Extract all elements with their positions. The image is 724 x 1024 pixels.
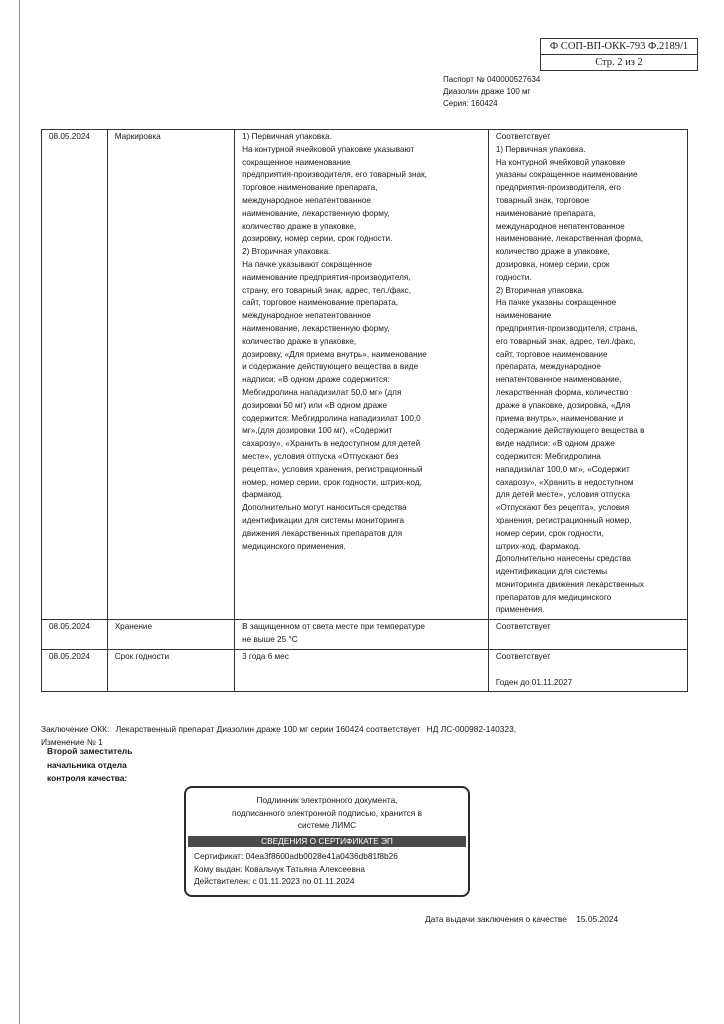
- certificate-validity: Действителен: с 01.11.2023 по 01.11.2024: [194, 876, 355, 886]
- signer-title: [47, 745, 132, 786]
- requirement-line: и содержание действующего вещества в виде: [242, 362, 419, 372]
- result-line: номер серии, срок годности,: [495, 528, 604, 538]
- result-line: хранения, регистрационный номер,: [495, 515, 632, 525]
- result-line: дозировка, номер серии, срок: [495, 259, 610, 269]
- row-date: 08.05.2024: [42, 620, 108, 650]
- result-line: [496, 664, 681, 677]
- result-line: предприятия-производителя, его: [495, 183, 621, 193]
- certificate-holder: Кому выдан: Ковальчук Татьяна Алексеевна: [194, 863, 366, 874]
- result-line: содержание действующего вещества в: [495, 426, 645, 436]
- row-requirement: [235, 130, 489, 620]
- result-line: годности.: [495, 272, 532, 282]
- requirement-line: медицинского применения.: [242, 541, 346, 551]
- row-requirement: [235, 649, 489, 692]
- result-line: драже в упаковке, дозировка, «Для: [495, 400, 631, 410]
- requirement-line: фармакод.: [242, 490, 284, 500]
- row-result: [488, 649, 687, 692]
- requirement-line: наименование, лекарственную форму,: [242, 323, 390, 333]
- result-line: его товарный знак, адрес, тел./факс,: [495, 336, 636, 346]
- conclusion-change: Изменение № 1: [41, 737, 103, 747]
- requirement-line: движения лекарственных препаратов для: [242, 528, 403, 538]
- result-line: содержится: Мебгидролина: [495, 451, 601, 461]
- conclusion: [41, 723, 701, 749]
- table-row: [42, 649, 688, 692]
- result-line: лекарственная форма, количество: [495, 387, 629, 397]
- passport-number: Паспорт № 040000527634: [443, 75, 541, 84]
- requirement-line: предприятия-производителя, его товарный знак,: [242, 170, 427, 180]
- result-line: непатентованное наименование,: [495, 375, 622, 385]
- result-line: «Отпускают без рецепта», условия: [495, 503, 630, 513]
- result-line: указаны сокращенное наименование: [495, 170, 638, 180]
- result-line: наименование препарата,: [495, 208, 596, 218]
- issue-date-value: 15.05.2024: [576, 914, 619, 924]
- requirement-line: Дополнительно могут наноситься средства: [242, 503, 407, 513]
- row-parameter: Маркировка: [107, 130, 234, 620]
- result-line: приема внутрь», наименование и: [495, 413, 624, 423]
- result-line: для детей месте», условия отпуска: [495, 490, 630, 500]
- result-line: товарный знак, торговое: [495, 195, 590, 205]
- requirement-line: идентификации для системы мониторинга: [242, 515, 405, 525]
- issue-date-label: Дата выдачи заключения о качестве: [425, 914, 567, 924]
- requirement-line: В защищенном от света месте при температуре: [242, 622, 425, 632]
- result-line: мониторинга движения лекарственных: [495, 579, 644, 589]
- requirement-line: торговое наименование препарата,: [242, 183, 378, 193]
- stamp-details: [186, 847, 468, 888]
- result-line: штрих-код, фармакод.: [495, 541, 581, 551]
- row-date: 08.05.2024: [42, 649, 108, 692]
- result-line: международное непатентованное: [495, 221, 625, 231]
- result-line: виде надписи: «В одном драже: [495, 439, 615, 449]
- requirement-line: 2) Вторичная упаковка.: [242, 247, 331, 257]
- requirement-line: дозировку, номер серии, срок годности.: [242, 234, 393, 244]
- row-date: 08.05.2024: [42, 130, 108, 620]
- conclusion-nd: НД ЛС-000982-140323,: [426, 724, 517, 734]
- result-line: наименование: [495, 311, 552, 321]
- requirement-line: номер, номер серии, срок годности, штрих-код,: [242, 477, 422, 487]
- issue-date: [425, 914, 618, 924]
- requirement-line: наименование предприятия-производителя,: [242, 272, 411, 282]
- table-body: [42, 130, 688, 692]
- requirement-line: сокращенное наименование: [242, 157, 351, 167]
- result-line: применения.: [495, 605, 545, 615]
- requirement-line: 3 года 6 мес: [242, 651, 289, 661]
- row-requirement: [235, 620, 489, 650]
- result-line: наименование, лекарственная форма,: [495, 234, 644, 244]
- requirement-line: сайт, торговое наименование препарата,: [242, 298, 399, 308]
- signer-line-1: Второй заместитель: [47, 746, 133, 756]
- row-result: [488, 620, 687, 650]
- result-line: 2) Вторичная упаковка.: [495, 285, 585, 295]
- requirement-line: количество драже в упаковке,: [242, 336, 357, 346]
- requirement-line: надписи: «В одном драже содержится:: [242, 375, 390, 385]
- requirement-line: международное непатентованное: [242, 311, 371, 321]
- result-line: количество драже в упаковке,: [495, 247, 610, 257]
- result-line: Соответствует: [495, 622, 551, 632]
- requirement-line: месте», условия отпуска «Отпускают без: [242, 451, 399, 461]
- result-line: препарата, международное: [495, 362, 601, 372]
- certificate-number: Сертификат: 04ea3f8600adb0028e41a0436db81f8b26: [194, 851, 398, 861]
- requirement-line: 1) Первичная упаковка.: [242, 132, 332, 141]
- table-row: [42, 130, 688, 620]
- row-result: [488, 130, 687, 620]
- stamp-line-2: подписанного электронной подписью, хранится в: [231, 807, 423, 818]
- stamp-line-1: Подлинник электронного документа,: [256, 795, 398, 805]
- form-code: Ф СОП-ВП-ОКК-793 Ф.2189/1: [549, 41, 689, 52]
- requirement-line: рецепта», условия хранения, регистрационный: [242, 464, 423, 474]
- requirement-line: мг»,(для дозировки 100 мг), «Содержит: [242, 426, 393, 436]
- requirement-line: наименование, лекарственную форму,: [242, 208, 390, 218]
- electronic-signature-stamp: [184, 786, 470, 897]
- result-line: Годен до 01.11.2027: [495, 677, 573, 687]
- requirement-line: не выше 25 °С: [242, 635, 298, 645]
- page-number: Стр. 2 из 2: [541, 54, 697, 70]
- result-line: нападизилат 100,0 мг», «Содержит: [495, 464, 630, 474]
- result-line: Дополнительно нанесены средства: [495, 554, 631, 564]
- requirement-line: содержится: Мебгидролина нападизилат 100,0: [242, 413, 421, 423]
- result-line: сайт, торговое наименование: [495, 349, 608, 359]
- passport-info: [443, 74, 540, 110]
- stamp-certificate-bar: СВЕДЕНИЯ О СЕРТИФИКАТЕ ЭП: [188, 836, 466, 847]
- requirement-line: страну, его товарный знак, адрес, тел./факс,: [242, 285, 412, 295]
- margin-line: [19, 0, 20, 1024]
- form-code-box: [540, 38, 698, 71]
- requirement-line: международное непатентованное: [242, 195, 371, 205]
- table-row: [42, 620, 688, 650]
- result-line: препаратов для медицинского: [495, 592, 612, 602]
- result-line: Соответствует: [495, 132, 551, 141]
- result-line: Соответствует: [495, 651, 551, 661]
- row-parameter: Хранение: [107, 620, 234, 650]
- signer-line-3: контроля качества:: [47, 773, 128, 783]
- series-number: Серия: 160424: [443, 99, 498, 108]
- result-line: На контурной ячейковой упаковке: [495, 157, 626, 167]
- requirement-line: На пачке указывают сокращенное: [242, 259, 372, 269]
- product-name: Диазолин драже 100 мг: [443, 87, 531, 96]
- result-line: сахарозу», «Хранить в недоступном: [495, 477, 634, 487]
- conclusion-label: Заключение ОКК:: [41, 724, 110, 734]
- requirement-line: Мебгидролина нападизилат 50,0 мг» (для: [242, 387, 402, 397]
- stamp-line-3: системе ЛИМС: [297, 820, 357, 830]
- requirement-line: На контурной ячейковой упаковке указывают: [242, 144, 415, 154]
- requirement-line: дозировки 50 мг) или «В одном драже: [242, 400, 388, 410]
- result-line: идентификации для системы: [495, 567, 608, 577]
- result-line: На пачке указаны сокращенное: [495, 298, 617, 308]
- conclusion-text: Лекарственный препарат Диазолин драже 100 мг серии 160424 соответствует: [115, 724, 421, 734]
- requirement-line: количество драже в упаковке,: [242, 221, 357, 231]
- signer-line-2: начальника отдела: [47, 759, 127, 770]
- row-parameter: Срок годности: [107, 649, 234, 692]
- requirement-line: дозировку, «Для приема внутрь», наименование: [242, 349, 427, 359]
- test-results-table: [41, 129, 688, 692]
- result-line: 1) Первичная упаковка.: [495, 144, 586, 154]
- stamp-header: [186, 788, 468, 836]
- result-line: предприятия-производителя, страна,: [495, 323, 638, 333]
- requirement-line: сахарозу», «Хранить в недоступном для детей: [242, 439, 421, 449]
